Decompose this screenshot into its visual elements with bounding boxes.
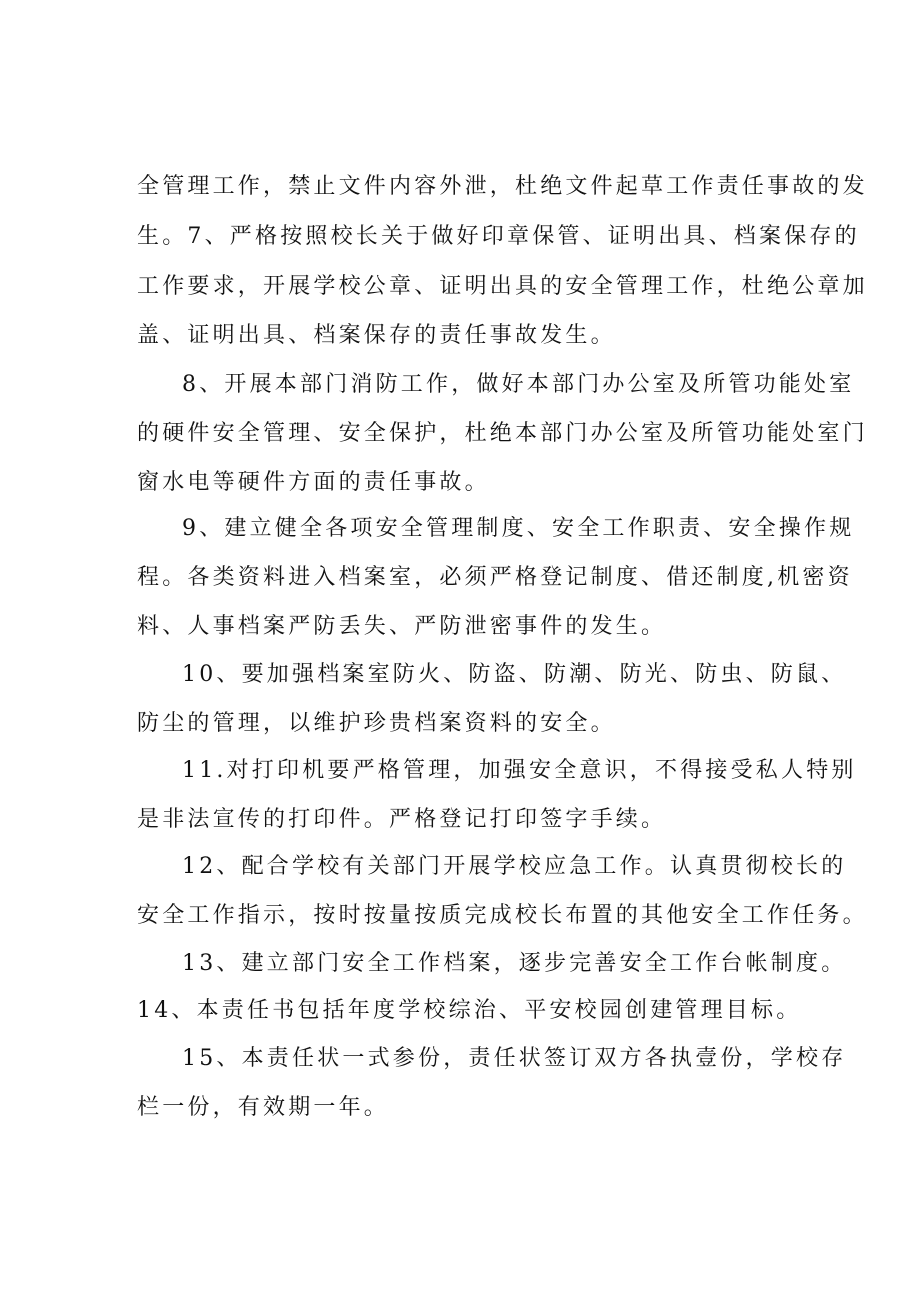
item-11-line-2: 是非法宣传的打印件。严格登记打印签字手续。 [137,807,667,832]
item-9-line-1: 9、建立健全各项安全管理制度、安全工作职责、安全操作规 [182,516,855,541]
item-11-line-1: 11.对打印机要严格管理，加强安全意识，不得接受私人特别 [182,758,857,783]
text-line-1: 全管理工作，禁止文件内容外泄，杜绝文件起草工作责任事故的发 [137,174,868,199]
item-12-line-1: 12、配合学校有关部门开展学校应急工作。认真贯彻校长的 [182,854,847,879]
item-15-line-2: 栏一份，有效期一年。 [137,1095,390,1120]
text-line-3: 工作要求，开展学校公章、证明出具的安全管理工作，杜绝公章加 [137,274,868,299]
text-line-4: 盖、证明出具、档案保存的责任事故发生。 [137,323,616,348]
item-15-line-1: 15、本责任状一式参份，责任状签订双方各执壹份，学校存 [182,1046,847,1071]
item-8-line-2: 的硬件安全管理、安全保护，杜绝本部门办公室及所管功能处室门 [137,421,868,446]
item-9-line-2: 程。各类资料进入档案室，必须严格登记制度、借还制度,机密资 [137,565,853,590]
text-line-2: 生。7、严格按照校长关于做好印章保管、证明出具、档案保存的 [137,224,860,249]
item-9-line-3: 料、人事档案严防丢失、严防泄密事件的发生。 [137,614,667,639]
item-14-line: 14、本责任书包括年度学校综治、平安校园创建管理目标。 [137,998,802,1023]
item-10-line-1: 10、要加强档案室防火、防盗、防潮、防光、防虫、防鼠、 [182,662,847,687]
item-8-line-1: 8、开展本部门消防工作，做好本部门办公室及所管功能处室 [182,372,855,397]
item-12-line-2: 安全工作指示，按时按量按质完成校长布置的其他安全工作任务。 [137,903,868,928]
item-13-line: 13、建立部门安全工作档案，逐步完善安全工作台帐制度。 [182,951,847,976]
item-8-line-3: 窗水电等硬件方面的责任事故。 [137,470,490,495]
item-10-line-2: 防尘的管理，以维护珍贵档案资料的安全。 [137,711,616,736]
